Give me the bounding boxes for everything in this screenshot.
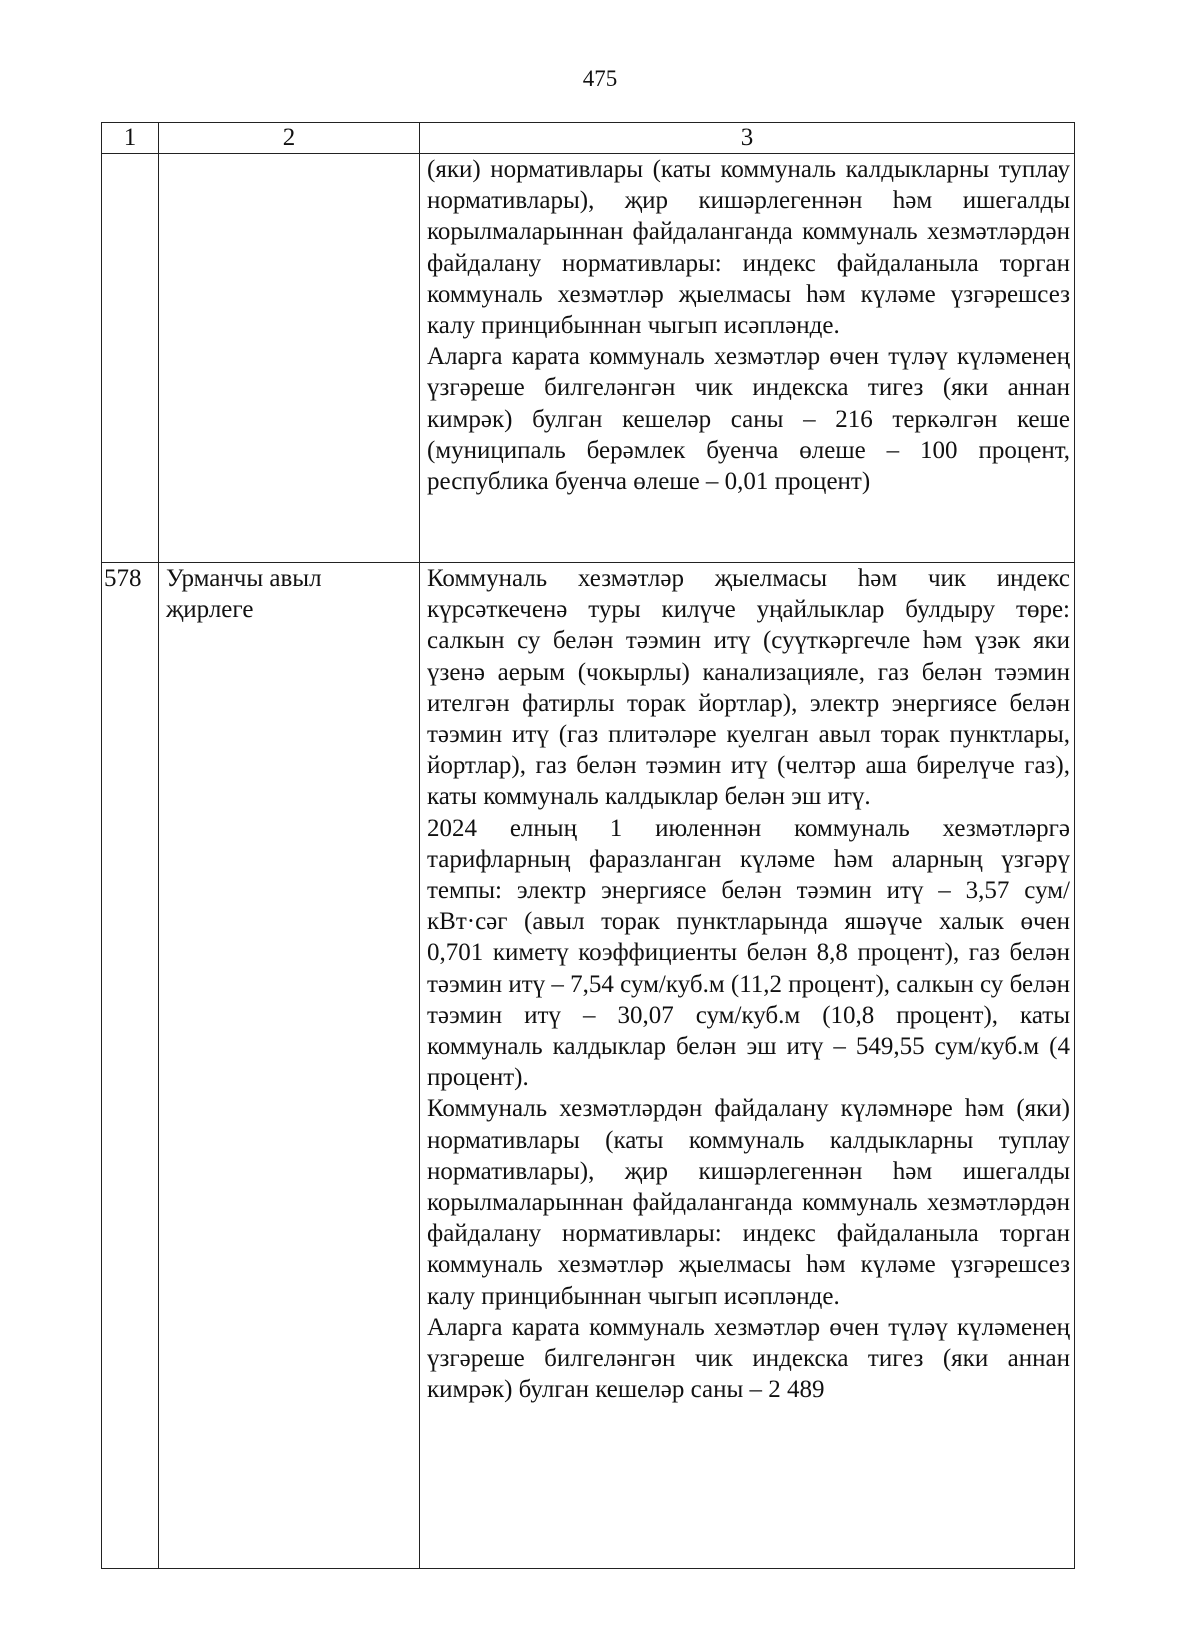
table-row <box>102 154 1075 563</box>
column-header-1: 1 <box>102 123 159 154</box>
row-description <box>420 563 1075 1569</box>
tariff-table <box>101 122 1075 1569</box>
description-paragraph: Аларга карата коммуналь хезмәтләр өчен түләү күләменең үзгәреше билгеләнгән чик индекска тигез (яки аннан кимрәк) булган кешеләр саны – 216 теркәлгән кеше (муниципаль берәмлек буенча өлеше – 100 процент, республика буенча өлеше – 0,01 процент) <box>427 343 1070 496</box>
row-description <box>420 154 1075 563</box>
table-header-row <box>102 123 1075 154</box>
table-row <box>102 563 1075 1569</box>
description-paragraph: Коммуналь хезмәтләр җыелмасы һәм чик индекс күрсәткеченә туры килүче уңайлыклар булдыру төре: салкын су белән тәэмин итү (суүткәргечле һәм үзәк яки үзенә аерым (чокырлы) канализацияле, газ белән тәэмин ителгән фатирлы торак йортлар), электр энергиясе белән тәэмин итү (газ плитәләре куелган авыл торак пунктлары, йортлар), газ белән тәэмин итү (челтәр аша бирелүче газ), каты коммуналь калдыклар белән эш итү. <box>427 565 1070 811</box>
page-number: 475 <box>582 66 618 91</box>
settlement-name: Урманчы авыл җирлеге <box>159 563 420 1569</box>
column-header-3: 3 <box>420 123 1075 154</box>
row-number: 578 <box>102 563 159 1569</box>
description-paragraph: 2024 елның 1 июленнән коммуналь хезмәтләргә тарифларның фаразланган күләме һәм аларның үзгәрү темпы: электр энергиясе белән тәэмин итү – 3,57 сум/кВт·сәг (авыл торак пунктларында яшәүче халык өчен 0,701 киметү коэффициенты белән 8,8 процент), газ белән тәэмин итү – 7,54 сум/куб.м (11,2 процент), салкын су белән тәэмин итү – 30,07 сум/куб.м (10,8 процент), каты коммуналь калдыклар белән эш итү – 549,55 сум/куб.м (4 процент). <box>427 814 1070 1092</box>
settlement-name <box>159 154 420 563</box>
column-header-2: 2 <box>159 123 420 154</box>
description-paragraph: (яки) нормативлары (каты коммуналь калдыкларны туплау нормативлары), җир кишәрлегеннән һәм ишегалды корылмаларыннан файдаланганда коммуналь хезмәтләрдән файдалану нормативлары: индекс файдаланыла торган коммуналь хезмәтләр җыелмасы һәм күләме үзгәрешсез калу принцибыннан чыгып исәпләнде. <box>427 156 1070 340</box>
description-paragraph: Аларга карата коммуналь хезмәтләр өчен түләү күләменең үзгәреше билгеләнгән чик индекска тигез (яки аннан кимрәк) булган кешеләр саны – 2 489 <box>427 1313 1070 1404</box>
row-number <box>102 154 159 563</box>
description-paragraph: Коммуналь хезмәтләрдән файдалану күләмнәре һәм (яки) нормативлары (каты коммуналь калдыкларны туплау нормативлары), җир кишәрлегеннән һәм ишегалды корылмаларыннан файдаланганда коммуналь хезмәтләрдән файдалану нормативлары: индекс файдаланыла торган коммуналь хезмәтләр җыелмасы һәм күләме үзгәрешсез калу принцибыннан чыгып исәпләнде. <box>427 1095 1070 1310</box>
